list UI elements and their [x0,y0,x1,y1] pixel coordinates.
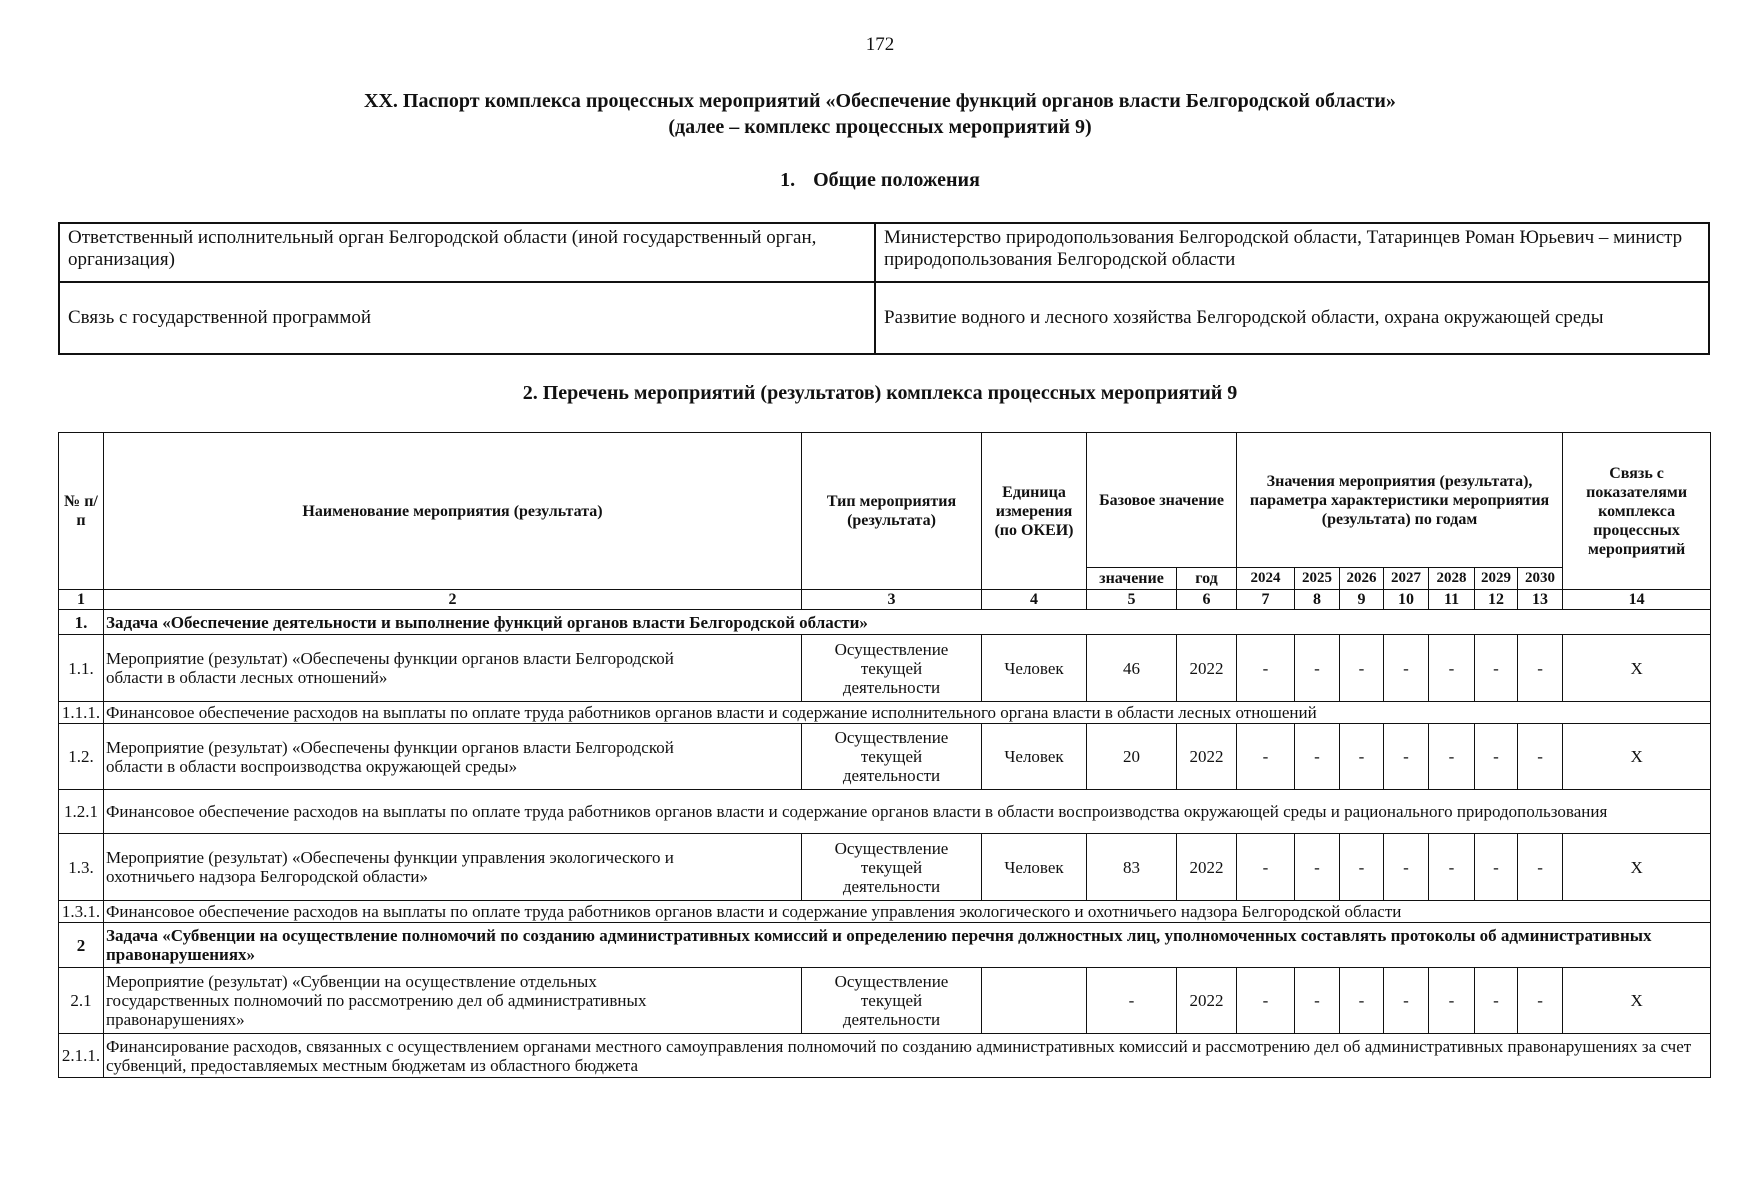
link-value: Х [1563,968,1711,1034]
year-value: - [1429,724,1475,790]
row-num: 1. [59,610,104,635]
year-value: - [1475,635,1518,702]
base-year: 2022 [1177,635,1237,702]
task-text: Задача «Обеспечение деятельности и выполнение функций органов власти Белгородской области» [104,610,1711,635]
year-value: - [1429,968,1475,1034]
finance-text: Финансовое обеспечение расходов на выплаты по оплате труда работников органов власти и содержание исполнительного органа власти в области лесных отношений [104,702,1711,724]
finance-text: Финансовое обеспечение расходов на выплаты по оплате труда работников органов власти и содержание органов власти в области воспроизводства окружающей среды и рационального природопользования [104,790,1711,834]
header-year: 2027 [1384,568,1429,590]
header-year: 2024 [1237,568,1295,590]
column-index: 9 [1340,590,1384,610]
link-value: Х [1563,724,1711,790]
general-label: Связь с государственной программой [59,282,875,354]
year-value: - [1237,834,1295,901]
year-value: - [1384,635,1429,702]
header-link: Связь с показателями комплекса процессных мероприятий [1563,433,1711,590]
header-year: 2026 [1340,568,1384,590]
year-value: - [1340,724,1384,790]
year-value: - [1518,834,1563,901]
activity-row [59,968,1711,1034]
activity-name: Мероприятие (результат) «Обеспечены функции органов власти Белгородской области в области воспроизводства окружающей среды» [104,724,802,790]
column-index: 3 [802,590,982,610]
column-index: 6 [1177,590,1237,610]
activity-row [59,834,1711,901]
header-base-year: год [1177,568,1237,590]
year-value: - [1518,968,1563,1034]
column-index: 4 [982,590,1087,610]
column-index: 2 [104,590,802,610]
column-index: 7 [1237,590,1295,610]
year-value: - [1384,968,1429,1034]
row-num: 2.1.1. [59,1034,104,1078]
activity-name: Мероприятие (результат) «Субвенции на осуществление отдельных государственных полномочий по рассмотрению дел об административных правонарушениях» [104,968,802,1034]
year-value: - [1340,968,1384,1034]
finance-row [59,702,1711,724]
activity-row [59,724,1711,790]
section-1-heading [0,169,1760,192]
header-name: Наименование мероприятия (результата) [104,433,802,590]
column-index: 11 [1429,590,1475,610]
document-title [60,88,1700,140]
year-value: - [1518,724,1563,790]
row-num: 1.2. [59,724,104,790]
column-index: 12 [1475,590,1518,610]
year-value: - [1384,834,1429,901]
activity-type: Осуществление текущей деятельности [802,968,982,1034]
base-year: 2022 [1177,834,1237,901]
base-value: 83 [1087,834,1177,901]
link-value: Х [1563,635,1711,702]
year-value: - [1384,724,1429,790]
base-value: 20 [1087,724,1177,790]
finance-row [59,901,1711,923]
year-value: - [1475,968,1518,1034]
task-row [59,610,1711,635]
title-line-1: XX. Паспорт комплекса процессных мероприятий «Обеспечение функций органов власти Белгородской области» [364,90,1396,112]
year-value: - [1295,834,1340,901]
row-num: 1.1. [59,635,104,702]
base-value: 46 [1087,635,1177,702]
year-value: - [1237,724,1295,790]
row-num: 1.1.1. [59,702,104,724]
column-index: 13 [1518,590,1563,610]
section-2-heading: 2. Перечень мероприятий (результатов) комплекса процессных мероприятий 9 [522,382,1238,404]
year-value: - [1295,968,1340,1034]
header-values: Значения мероприятия (результата), параметра характеристики мероприятия (результата) по годам [1237,433,1563,568]
column-index: 8 [1295,590,1340,610]
header-year: 2025 [1295,568,1340,590]
year-value: - [1340,834,1384,901]
year-value: - [1475,724,1518,790]
finance-text: Финансовое обеспечение расходов на выплаты по оплате труда работников органов власти и содержание управления экологического и охотничьего надзора Белгородской области [104,901,1711,923]
row-num: 2.1 [59,968,104,1034]
link-value: Х [1563,834,1711,901]
section-1-title: Общие положения [813,169,980,191]
year-value: - [1518,635,1563,702]
general-row-responsible [59,223,1709,282]
row-num: 1.3. [59,834,104,901]
header-row [59,433,1711,568]
finance-text: Финансирование расходов, связанных с осуществлением органами местного самоуправления полномочий по созданию административных комиссий и рассмотрению дел об административных правонарушениях за счет субвенций, предоставляемых местным бюджетам из областного бюджета [104,1034,1711,1078]
row-num: 1.3.1. [59,901,104,923]
activity-name: Мероприятие (результат) «Обеспечены функции органов власти Белгородской области в области лесных отношений» [104,635,802,702]
year-value: - [1295,635,1340,702]
title-line-2: (далее – комплекс процессных мероприятий 9) [668,116,1092,138]
activity-unit: Человек [982,724,1087,790]
activity-type: Осуществление текущей деятельности [802,834,982,901]
activity-unit: Человек [982,834,1087,901]
year-value: - [1237,968,1295,1034]
year-value: - [1237,635,1295,702]
header-year: 2030 [1518,568,1563,590]
page-number: 172 [865,34,895,55]
activity-type: Осуществление текущей деятельности [802,724,982,790]
general-row-program [59,282,1709,354]
header-base: Базовое значение [1087,433,1237,568]
general-value: Развитие водного и лесного хозяйства Белгородской области, охрана окружающей среды [875,282,1709,354]
year-value: - [1429,635,1475,702]
activity-row [59,635,1711,702]
column-index: 10 [1384,590,1429,610]
column-index: 14 [1563,590,1711,610]
general-value: Министерство природопользования Белгородской области, Татаринцев Роман Юрьевич – министр природопользования Белгородской области [875,223,1709,282]
activity-unit [982,968,1087,1034]
activities-table [58,432,1711,1078]
base-year: 2022 [1177,968,1237,1034]
activity-type: Осуществление текущей деятельности [802,635,982,702]
section-1-number: 1. [780,169,796,191]
header-unit: Единица измерения (по ОКЕИ) [982,433,1087,590]
header-year: 2028 [1429,568,1475,590]
year-value: - [1340,635,1384,702]
header-year: 2029 [1475,568,1518,590]
row-num: 1.2.1 [59,790,104,834]
row-num: 2 [59,923,104,968]
base-value: - [1087,968,1177,1034]
column-index: 5 [1087,590,1177,610]
activity-name: Мероприятие (результат) «Обеспечены функции управления экологического и охотничьего надзора Белгородской области» [104,834,802,901]
general-label: Ответственный исполнительный орган Белгородской области (иной государственный орган, организация) [59,223,875,282]
header-base-value: значение [1087,568,1177,590]
header-num: № п/п [59,433,104,590]
base-year: 2022 [1177,724,1237,790]
finance-row [59,790,1711,834]
year-value: - [1475,834,1518,901]
activity-unit: Человек [982,635,1087,702]
task-row [59,923,1711,968]
finance-row [59,1034,1711,1078]
column-index-row [59,590,1711,610]
column-index: 1 [59,590,104,610]
general-info-table [58,222,1710,355]
task-text: Задача «Субвенции на осуществление полномочий по созданию административных комиссий и определению перечня должностных лиц, уполномоченных составлять протоколы об административных правонарушениях» [104,923,1711,968]
year-value: - [1295,724,1340,790]
header-type: Тип мероприятия (результата) [802,433,982,590]
year-value: - [1429,834,1475,901]
